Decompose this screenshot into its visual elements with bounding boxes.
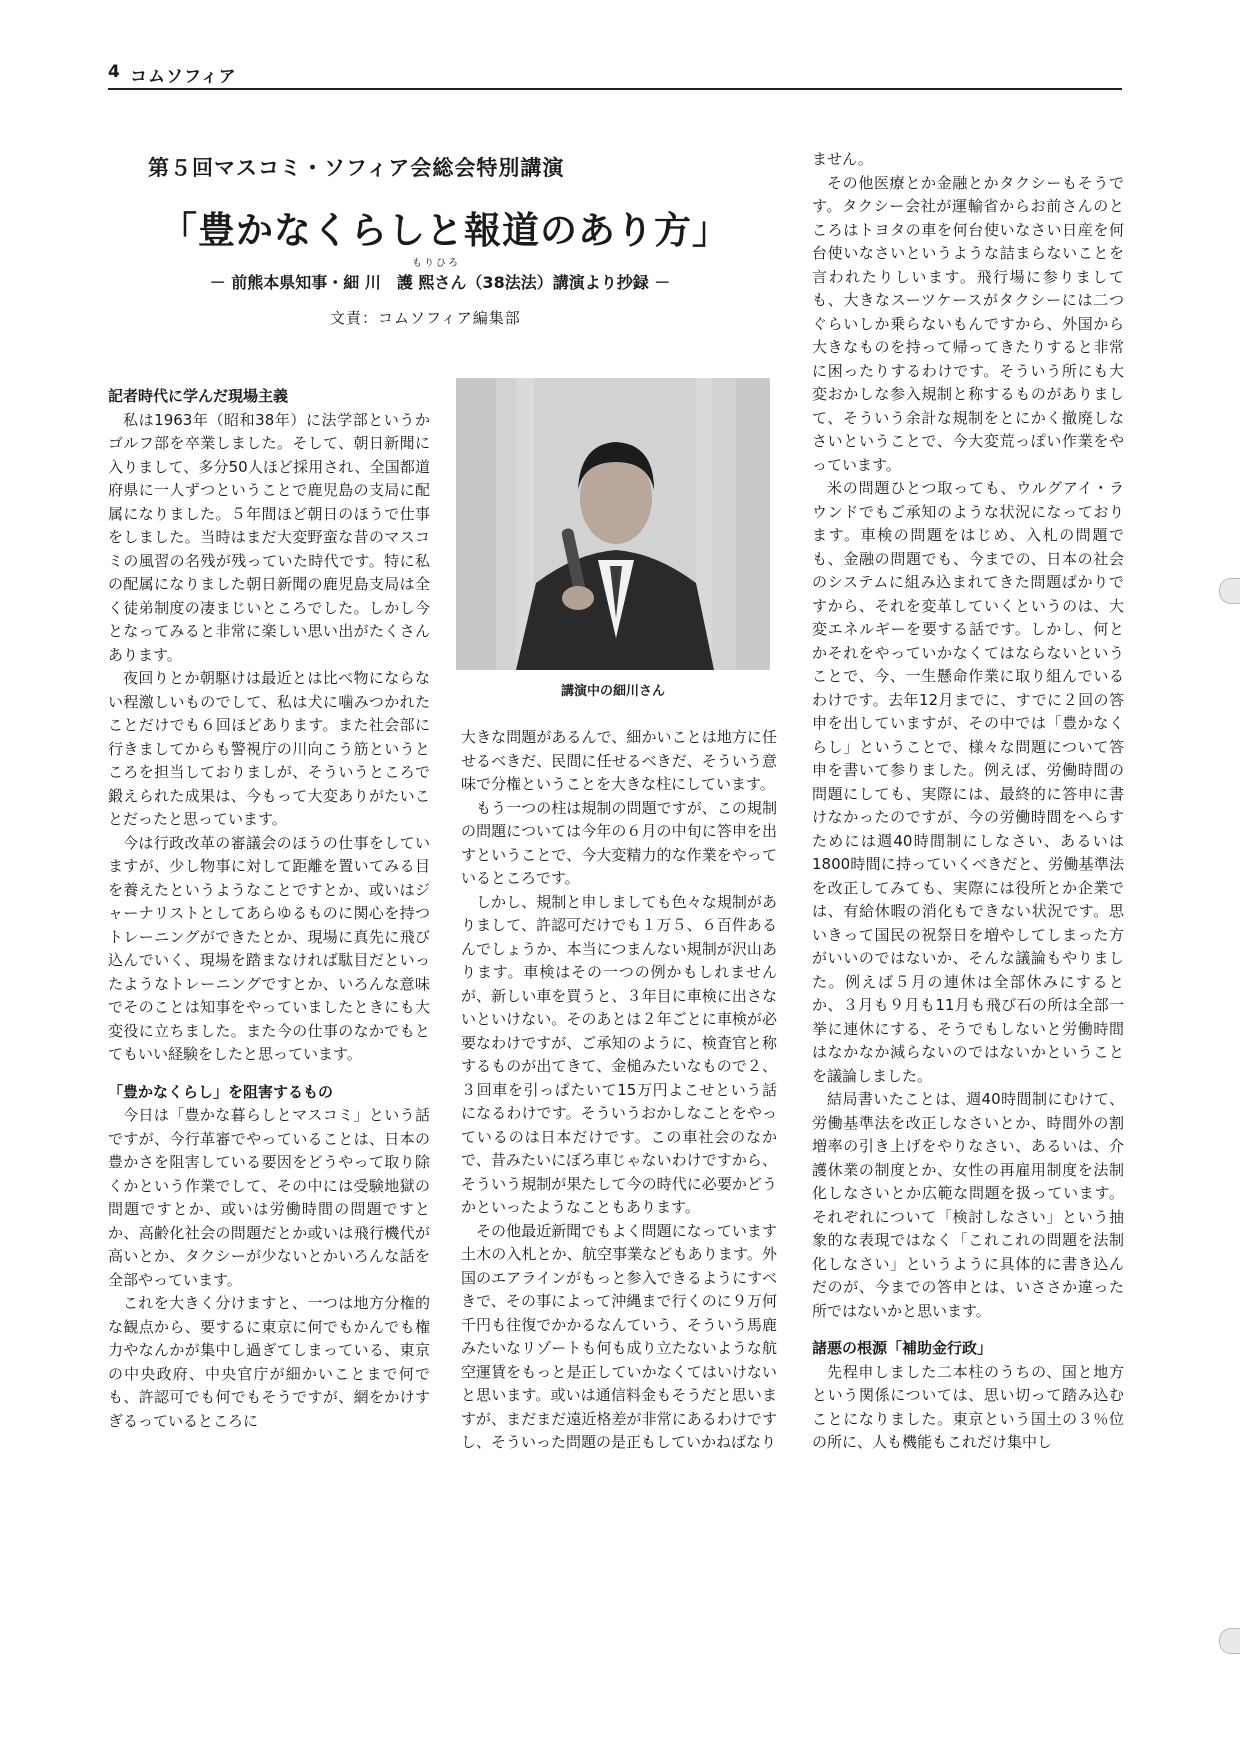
paragraph: ません。 [812,150,873,168]
paragraph: 米の問題ひとつ取っても、ウルグアイ・ラウンドでもご承知のような状況になっております。車検の問題をはじめ、入札の問題でも、金融の問題でも、今までの、日本の社会のシステムに組み込まれてきた問題ばかりですから、それを変革していくというのは、大変エネルギーを要する話です。しかし、何とかそれをやっていかなくてはならないということで、今、一生懸命作業に取り組んでいるわけです。去年12月までに、すでに２回の答申を出していますが、その中では「豊かなくらし」ということで、様々な問題について答申を書いて参りました。例えば、労働時間の問題にしても、実際には、最終的に答申に書けなかったのですが、今の労働時間をへらすためには週40時間制にしなさい、あるいは1800時間に持っていくべきだと、労働基準法を改正してみても、実際には役所とか企業では、有給休暇の消化もできない状況です。思いきって国民の祝祭日を増やしてしまった方がいいのではないか、そんな議論もやりました。例えば５月の連休は全部休みにするとか、３月も９月も11月も飛び石の所は全部一挙に連休にする、そうでもしないと労働時間はなかなか減らないのではないかということを議論しました。 [812,479,1124,1085]
column-3 [812,148,1124,1455]
section-heading: 諸悪の根源「補助金行政」 [812,1339,993,1357]
paragraph: その他最近新聞でもよく問題になっています土木の入札とか、航空事業などもあります。外国のエアラインがもっと参入できるようにすべきで、その事によって沖縄まで行くのに９万何千円も往復でかかるなんていう、そういう馬鹿みたいなリゾートも何も成り立たないような航空運賃をもっと是正していかなくてはいけないと思います。或いは通信料金もそうだと思いますが、まだまだ遠近格差が非常にあるわけですし、そういった問題の是正もしていかねばなり [461,1221,777,1451]
page-number: 4 [108,62,120,82]
speaker-figure-illustration [456,378,770,670]
running-header [108,62,1122,90]
event-name: 第５回マスコミ・ソフィア会総会特別講演 [148,156,565,180]
article-subtitle: － 前熊本県知事・細 川 護 熙さん（38法法）講演より抄録 － [209,273,671,292]
paragraph: 今は行政改革の審議会のほうの仕事をしていますが、少し物事に対して距離を置いてみる目を養えたというようなことですとか、或いはジャーナリストとしてあらゆるものに関心を持つトレーニングができたとか、現場に真先に飛び込んでいく、現場を踏まなければ駄目だといったようなトレーニングですとか、いろんな意味でそのことは知事をやっていましたときにも大変役に立ちました。また今の仕事のなかでもとてもいい経験をしたと思っています。 [108,833,430,1063]
furigana: もりひろ [412,258,460,269]
section-heading: 「豊かなくらし」を阻害するもの [108,1082,334,1101]
magazine-name: コムソフィア [130,67,237,87]
column-2 [461,726,777,1455]
punch-hole [1219,1628,1240,1654]
paragraph: しかし、規制と申しましても色々な規制がありまして、許認可だけでも１万５、６百件あるんでしょうか、本当につまんない規制が沢山あります。車検はその一つの例かもしれませんが、新しい車を買うと、３年目に車検に出さないといけない。そのあとは２年ごとに車検が必要なわけですが、ご承知のように、検査官と称するものが出てきて、金槌みたいなもので２、３回車を引っぱたいて15万円よこせという話になるわけです。そういうおかしなことをやっているのは日本だけです。この車社会のなかで、昔みたいにぼろ車じゃないわけですから、そういう規制が果たして今の時代に必要かどうかといったようなこともあります。 [461,892,777,1216]
paragraph: その他医療とか金融とかタクシーもそうです。タクシー会社が運輸省からお前さんのところはトヨタの車を何台使いなさい日産を何台使いなさいというような詰まらないことを言われたりしいます。飛行場に参りましても、大きなスーツケースがタクシーには二つぐらいしか乗らないもんですから、外国から大きなものを持って帰ってきたりすると非常に困ったりするわけです。そういう所にも大変おかしな参入規制と称するものがありまして、そういう余計な規制をとにかく撤廃しなさいということで、今大変荒っぽい作業をやっています。 [812,173,1124,474]
photo-caption: 講演中の細川さん [560,684,665,699]
column-1 [108,385,430,1433]
paragraph: これを大きく分けますと、一つは地方分権的な観点から、要するに東京に何でもかんでも権力やなんかが集中し過ぎてしまっている、東京の中央政府、中央官庁が細かいことまで何でも、許認可でも何でもそうですが、網をかけすぎるっているところに [108,1294,430,1430]
paragraph: 私は1963年（昭和38年）に法学部というかゴルフ部を卒業しました。そして、朝日新聞に入りまして、多分50人ほど採用され、全国都道府県に一人ずつということで鹿児島の支局に配属になりました。５年間ほど朝日のほうで仕事をしました。当時はまだ大変野蛮な昔のマスコミの風習の名残が残っていた時代です。特に私の配属になりました朝日新聞の鹿児島支局は全く徒弟制度の凄まじいところでした。しかし今となってみると非常に楽しい思い出がたくさんあります。 [108,410,430,664]
punch-hole [1219,578,1240,604]
section-heading: 記者時代に学んだ現場主義 [108,387,289,405]
article-title: 「豊かなくらしと報道のあり方」 [160,208,730,252]
paragraph: 夜回りとか朝駆けは最近とは比べ物にならない程激しいものでして、私は犬に噛みつかれたことだけでも６回ほどあります。また社会部に行きましてからも警視庁の川向こう筋というところを担当しておりましが、そういうところで鍛えられた成果は、今もって大変ありがたいことだったと思っています。 [108,669,430,828]
paragraph: 結局書いたことは、週40時間制にむけて、労働基準法を改正しなさいとか、時間外の割増率の引き上げをやりなさい、あるいは、介護休業の制度とか、女性の再雇用制度を法制化しなさいとか広範な問題を扱っています。それぞれについて「検討しなさい」という抽象的な表現ではなく「これこれの問題を法制化しなさい」というように具体的に書き込んだのが、今までの答申とは、いささか違った所ではないかと思います。 [812,1090,1124,1320]
paragraph: もう一つの柱は規制の問題ですが、この規制の問題については今年の６月の中旬に答申を出すということで、今大変精力的な作業をやっているところです。 [461,798,777,887]
paragraph: 大きな問題があるんで、細かいことは地方に任せるべきだ、民間に任せるべきだ、そういう意味で分権ということを大きな柱にしています。 [461,728,777,793]
speaker-photo [456,378,770,670]
article-credit: 文責：コムソフィア編集部 [330,309,521,327]
paragraph: 先程申しました二本柱のうちの、国と地方という関係については、思い切って踏み込むことになりました。東京という国土の３％位の所に、人も機能もこれだけ集中し [812,1362,1124,1451]
paragraph: 今日は「豊かな暮らしとマスコミ」という話ですが、今行革審でやっていることは、日本の豊かさを阻害している要因をどうやって取り除くかという作業でして、その中には受験地獄の問題ですとか、或いは労働時間の問題ですとか、高齢化社会の問題だとか或いは飛行機代が高いとか、タクシーが少ないとかいろんな話を全部やっています。 [108,1106,430,1289]
